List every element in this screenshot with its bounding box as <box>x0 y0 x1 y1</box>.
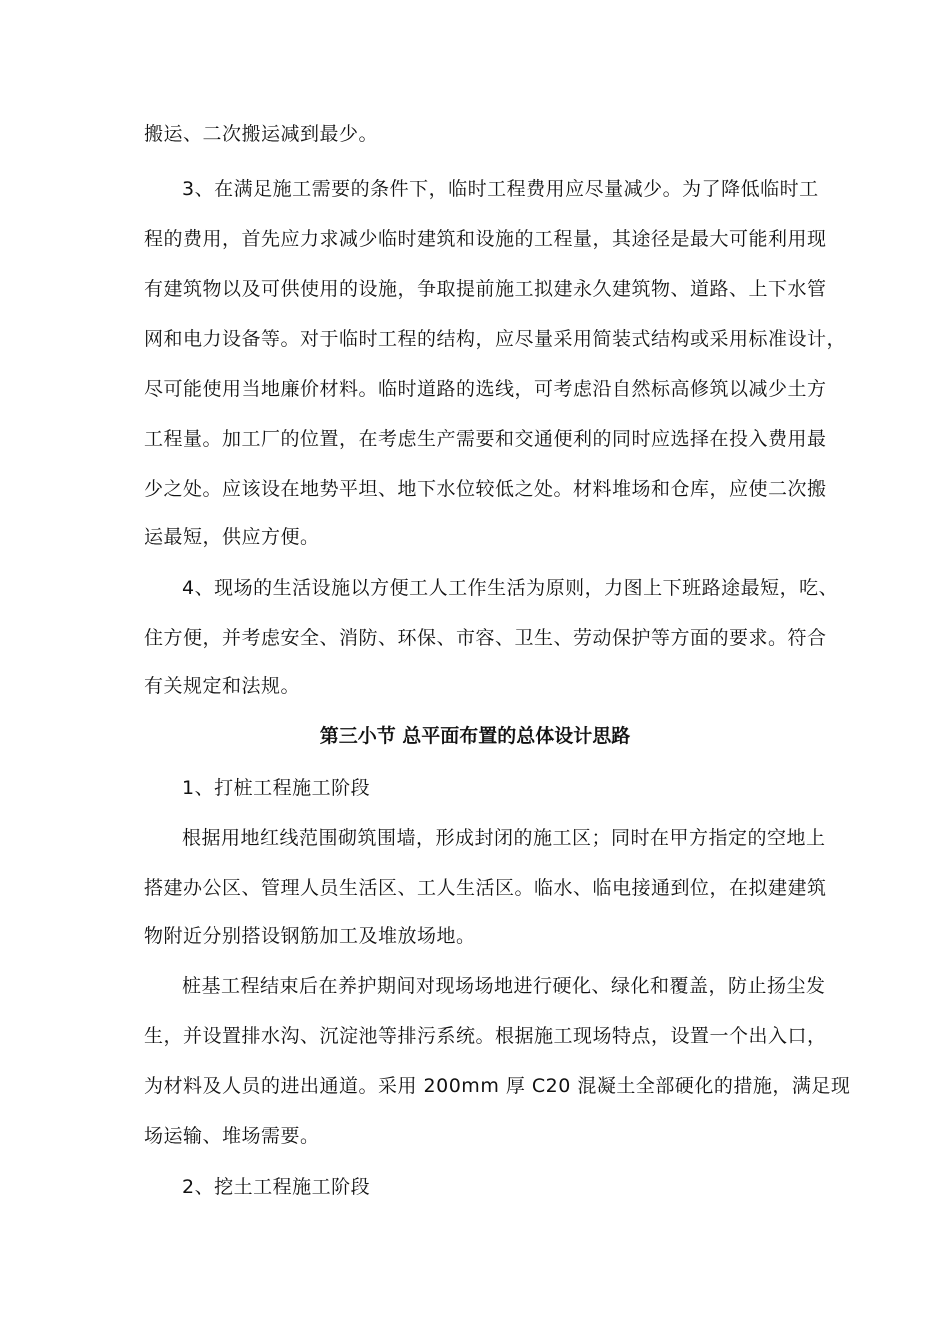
text-line: 物附近分别搭设钢筋加工及堆放场地。 <box>144 925 476 947</box>
text-line: 2、挖土工程施工阶段 <box>182 1176 371 1198</box>
text-line: 场运输、堆场需要。 <box>144 1125 320 1147</box>
text-line: 少之处。应该设在地势平坦、地下水位较低之处。材料堆场和仓库，应使二次搬 <box>144 478 827 500</box>
text-line: 3、在满足施工需要的条件下，临时工程费用应尽量减少。为了降低临时工 <box>182 178 819 200</box>
text-line: 有关规定和法规。 <box>144 675 301 697</box>
text-line: 桩基工程结束后在养护期间对现场场地进行硬化、绿化和覆盖，防止扬尘发 <box>182 975 826 997</box>
text-line: 为材料及人员的进出通道。采用 200mm 厚 C20 混凝土全部硬化的措施，满足现 <box>144 1075 851 1097</box>
text-line: 尽可能使用当地廉价材料。临时道路的选线，可考虑沿自然标高修筑以减少土方 <box>144 378 827 400</box>
text-line: 根据用地红线范围砌筑围墙，形成封闭的施工区；同时在甲方指定的空地上 <box>182 827 826 849</box>
text-line: 1、打桩工程施工阶段 <box>182 777 371 799</box>
text-line: 生，并设置排水沟、沉淀池等排污系统。根据施工现场特点，设置一个出入口， <box>144 1025 827 1047</box>
text-line: 程的费用，首先应力求减少临时建筑和设施的工程量，其途径是最大可能利用现 <box>144 228 827 250</box>
text-line: 住方便，并考虑安全、消防、环保、市容、卫生、劳动保护等方面的要求。符合 <box>144 627 827 649</box>
text-line: 4、现场的生活设施以方便工人工作生活为原则，力图上下班路途最短，吃、 <box>182 577 839 599</box>
section-heading: 第三小节 总平面布置的总体设计思路 <box>319 725 631 747</box>
text-line: 运最短，供应方便。 <box>144 526 320 548</box>
text-line: 网和电力设备等。对于临时工程的结构，应尽量采用简装式结构或采用标准设计， <box>144 328 847 350</box>
text-line: 搬运、二次搬运减到最少。 <box>144 123 379 145</box>
text-line: 工程量。加工厂的位置，在考虑生产需要和交通便利的同时应选择在投入费用最 <box>144 428 827 450</box>
text-line: 搭建办公区、管理人员生活区、工人生活区。临水、临电接通到位，在拟建建筑 <box>144 877 827 899</box>
text-line: 有建筑物以及可供使用的设施，争取提前施工拟建永久建筑物、道路、上下水管 <box>144 278 827 300</box>
